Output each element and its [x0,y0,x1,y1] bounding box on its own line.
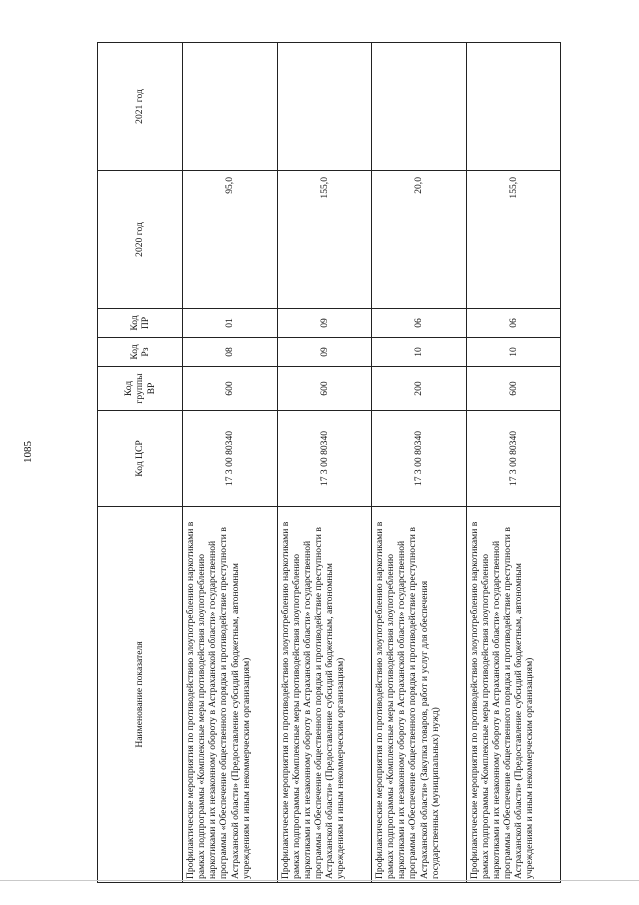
cell-name: Профилактические мероприятия по противодействию злоупотреблению наркотиками в рамках подпрограммы «Комплексные меры противодействия злоупотреблению наркотиками и их незаконному обороту в Астраханской области» государственной программы «Обеспечение общественного порядка и противодействие преступности в Астраханской области» (Предоставление субсидий бюджетным, автономным учреждениям и иным некоммерческим организациям) [466,507,561,883]
cell-vr: 600 [277,367,372,411]
cell-rz: 08 [183,338,278,367]
cell-2021 [466,43,561,171]
cell-2020: 155,0 [277,171,372,309]
cell-csr: 17 3 00 80340 [466,411,561,507]
scan-edge-divider [0,880,639,881]
cell-2020: 20,0 [372,171,467,309]
header-name: Наименование показателя [98,507,183,883]
cell-csr: 17 3 00 80340 [183,411,278,507]
header-pr: Код ПР [98,309,183,338]
cell-name: Профилактические мероприятия по противодействию злоупотреблению наркотиками в рамках подпрограммы «Комплексные меры противодействия злоупотреблению наркотиками и их незаконному обороту в Астраханской области» государственной программы «Обеспечение общественного порядка и противодействие преступности в Астраханской области» (Предоставление субсидий бюджетным, автономным учреждениям и иным некоммерческим организациям) [183,507,278,883]
cell-2020: 155,0 [466,171,561,309]
table-header-row [98,43,183,883]
budget-table [97,42,561,883]
header-2021: 2021 год [98,43,183,171]
page-number: 1085 [22,441,34,463]
table-row [372,43,467,883]
cell-pr: 09 [277,309,372,338]
table-row [466,43,561,883]
cell-2021 [277,43,372,171]
cell-pr: 06 [372,309,467,338]
header-vr: Код группы ВР [98,367,183,411]
cell-rz: 09 [277,338,372,367]
cell-pr: 01 [183,309,278,338]
header-csr: Код ЦСР [98,411,183,507]
cell-vr: 600 [466,367,561,411]
cell-csr: 17 3 00 80340 [372,411,467,507]
table-row [277,43,372,883]
cell-2021 [183,43,278,171]
rotated-table-wrapper [97,43,561,883]
cell-name: Профилактические мероприятия по противодействию злоупотреблению наркотиками в рамках подпрограммы «Комплексные меры противодействия злоупотреблению наркотиками и их незаконному обороту в Астраханской области» государственной программы «Обеспечение общественного порядка и противодействие преступности в Астраханской области» (Предоставление субсидий бюджетным, автономным учреждениям и иным некоммерческим организациям) [277,507,372,883]
header-rz: Код Рз [98,338,183,367]
cell-rz: 10 [372,338,467,367]
cell-vr: 200 [372,367,467,411]
table-row [183,43,278,883]
cell-vr: 600 [183,367,278,411]
cell-2020: 95,0 [183,171,278,309]
header-2020: 2020 год [98,171,183,309]
cell-name: Профилактические мероприятия по противодействию злоупотреблению наркотиками в рамках подпрограммы «Комплексные меры противодействия злоупотреблению наркотиками и их незаконному обороту в Астраханской области» государственной программы «Обеспечение общественного порядка и противодействие преступности в Астраханской области» (Закупка товаров, работ и услуг для обеспечения государственных (муниципальных) нужд) [372,507,467,883]
cell-csr: 17 3 00 80340 [277,411,372,507]
cell-rz: 10 [466,338,561,367]
cell-pr: 06 [466,309,561,338]
cell-2021 [372,43,467,171]
